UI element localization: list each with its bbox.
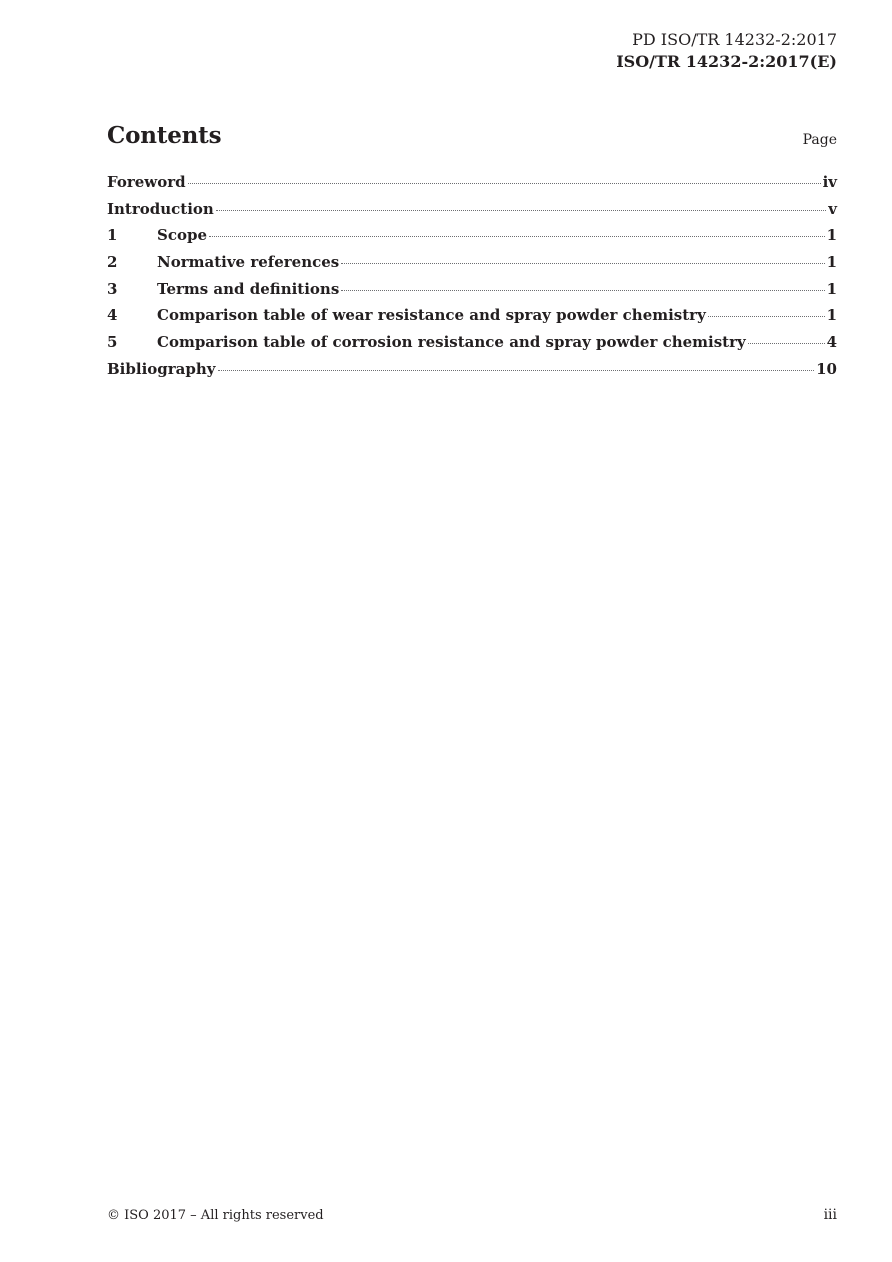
toc-entry-scope[interactable] [107,226,837,253]
header-standard-id-edition: ISO/TR 14232-2:2017(E) [616,52,837,71]
toc-entry-corrosion-resistance-table[interactable] [107,333,837,360]
toc-entry-wear-resistance-table[interactable] [107,306,837,333]
toc-entry-title: Bibliography [107,359,216,378]
toc-entry-page: 1 [826,226,837,245]
contents-title: Contents [107,122,222,149]
copyright-notice: © ISO 2017 – All rights reserved [107,1208,324,1223]
toc-dot-leader [341,263,824,264]
page-column-label: Page [802,132,837,148]
toc-entry-title: Comparison table of wear resistance and spray powder chemistry [157,306,706,325]
toc-entry-title: Introduction [107,199,214,218]
toc-dot-leader [748,343,825,344]
document-header [616,29,837,73]
toc-entry-foreword[interactable] [107,173,837,200]
toc-entry-introduction[interactable] [107,200,837,227]
toc-entry-page: 1 [826,306,837,325]
toc-entry-title: Scope [157,226,208,245]
toc-entry-title: Foreword [107,173,186,191]
toc-entry-page: 4 [826,333,837,352]
document-footer [107,1207,837,1223]
toc-entry-number: 1 [107,226,118,245]
toc-dot-leader [708,316,825,317]
header-standard-id: PD ISO/TR 14232-2:2017 [632,30,837,49]
toc-dot-leader [218,370,815,371]
toc-entry-normative-references[interactable] [107,253,837,280]
toc-dot-leader [188,183,821,184]
toc-entry-page: 1 [826,253,837,272]
toc-dot-leader [209,236,825,237]
page-number: iii [823,1207,837,1223]
toc-entry-number: 4 [107,306,118,325]
toc-entry-number: 5 [107,333,118,352]
toc-entry-number: 3 [107,279,118,298]
toc-entry-bibliography[interactable] [107,360,837,387]
toc-entry-number: 2 [107,253,118,272]
toc-entry-page: 10 [816,359,837,378]
toc-entry-title: Terms and definitions [157,279,340,298]
toc-entry-title: Normative references [157,253,340,272]
toc-entry-page: 1 [826,279,837,298]
toc-dot-leader [341,290,824,291]
toc-entry-page: v [828,199,837,218]
table-of-contents [107,173,837,387]
toc-entry-page: iv [822,173,837,191]
toc-entry-title: Comparison table of corrosion resistance and spray powder chemistry [157,333,746,352]
toc-dot-leader [216,210,826,211]
toc-entry-terms-and-definitions[interactable] [107,280,837,307]
